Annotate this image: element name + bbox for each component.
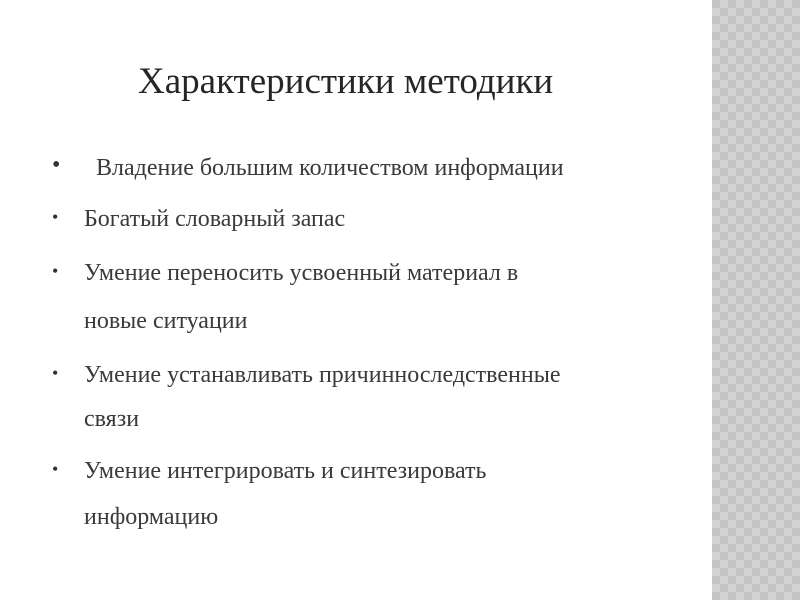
bullet-text: Умение устанавливать причинноследственные — [84, 362, 561, 388]
bullet-dot-icon: • — [52, 152, 61, 178]
bullet-dot-icon: • — [52, 459, 59, 479]
decorative-pattern-strip — [712, 0, 800, 600]
bullet-text: Владение большим количеством информации — [96, 155, 564, 181]
bullet-text: Богатый словарный запас — [84, 206, 346, 232]
bullet-text: Умение интегрировать и синтезировать — [84, 458, 487, 484]
bullet-dot-icon: • — [52, 207, 59, 227]
slide-title: Характеристики методики — [138, 61, 554, 102]
bullet-text: Умение переносить усвоенный материал в — [84, 260, 519, 286]
bullet-text-continuation: информацию — [84, 504, 219, 530]
bullet-text-continuation: связи — [84, 406, 140, 432]
bullet-dot-icon: • — [52, 363, 59, 383]
bullet-text-continuation: новые ситуации — [84, 308, 248, 334]
bullet-dot-icon: • — [52, 261, 59, 281]
